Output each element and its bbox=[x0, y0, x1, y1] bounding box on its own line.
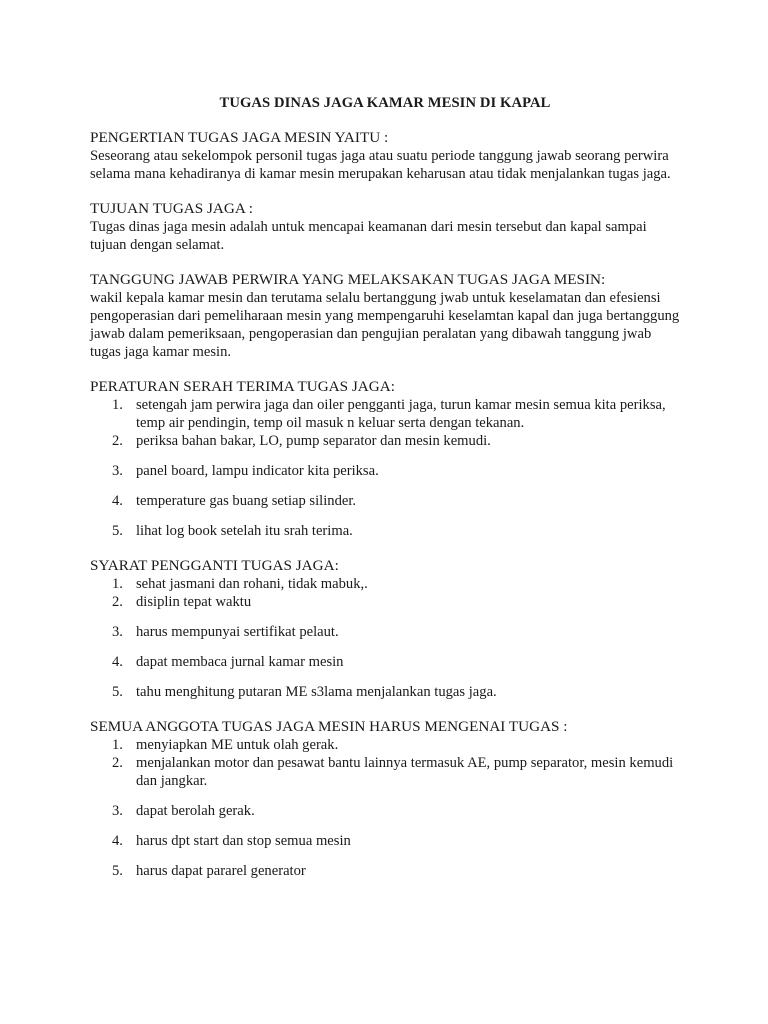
section-body: Tugas dinas jaga mesin adalah untuk mencapai keamanan dari mesin tersebut dan kapal sampai tujuan dengan selamat. bbox=[90, 219, 647, 253]
section-anggota-tugas bbox=[90, 717, 680, 880]
list-item bbox=[90, 683, 680, 701]
list-item bbox=[90, 754, 680, 790]
list-number: 4. bbox=[112, 833, 123, 849]
list-item bbox=[90, 462, 680, 480]
list-number: 5. bbox=[112, 523, 123, 539]
list-item-text: menjalankan motor dan pesawat bantu lainnya termasuk AE, pump separator, mesin kemudi dan jangkar. bbox=[136, 755, 674, 789]
list-item bbox=[90, 802, 680, 820]
section-heading: TUJUAN TUGAS JAGA : bbox=[90, 200, 253, 217]
section-tujuan bbox=[90, 199, 680, 254]
section-syarat-pengganti bbox=[90, 556, 680, 701]
list-item-text: tahu menghitung putaran ME s3lama menjalankan tugas jaga. bbox=[136, 684, 497, 700]
list-item bbox=[90, 653, 680, 671]
list-item bbox=[90, 593, 680, 611]
list-item-text: lihat log book setelah itu srah terima. bbox=[136, 523, 353, 539]
list-item-text: setengah jam perwira jaga dan oiler pengganti jaga, turun kamar mesin semua kita periksa, temp air pendingin, temp oil masuk n keluar serta dengan tekanan. bbox=[136, 397, 666, 431]
section-heading: PENGERTIAN TUGAS JAGA MESIN YAITU : bbox=[90, 129, 389, 146]
list-item-text: harus dapat pararel generator bbox=[136, 863, 306, 879]
section-heading: SYARAT PENGGANTI TUGAS JAGA: bbox=[90, 557, 339, 574]
list-number: 1. bbox=[112, 397, 123, 413]
list-number: 4. bbox=[112, 654, 123, 670]
list-number: 5. bbox=[112, 863, 123, 879]
document-page bbox=[90, 94, 680, 896]
list-item-text: temperature gas buang setiap silinder. bbox=[136, 493, 357, 509]
list-item bbox=[90, 492, 680, 510]
list-item bbox=[90, 623, 680, 641]
list-item bbox=[90, 832, 680, 850]
list-item bbox=[90, 396, 680, 432]
list-number: 1. bbox=[112, 576, 123, 592]
list-item-text: harus mempunyai sertifikat pelaut. bbox=[136, 624, 339, 640]
section-heading: PERATURAN SERAH TERIMA TUGAS JAGA: bbox=[90, 378, 395, 395]
section-tanggung-jawab bbox=[90, 270, 680, 361]
list-item-text: sehat jasmani dan rohani, tidak mabuk,. bbox=[136, 576, 368, 592]
numbered-list bbox=[90, 396, 680, 540]
list-number: 3. bbox=[112, 463, 123, 479]
list-number: 2. bbox=[112, 755, 123, 771]
list-item-text: disiplin tepat waktu bbox=[136, 594, 252, 610]
list-number: 4. bbox=[112, 493, 123, 509]
list-item-text: panel board, lampu indicator kita periksa. bbox=[136, 463, 379, 479]
list-number: 5. bbox=[112, 684, 123, 700]
document-title: TUGAS DINAS JAGA KAMAR MESIN DI KAPAL bbox=[219, 95, 551, 111]
numbered-list bbox=[90, 575, 680, 701]
list-item bbox=[90, 736, 680, 754]
list-item-text: periksa bahan bakar, LO, pump separator dan mesin kemudi. bbox=[136, 433, 491, 449]
section-body: wakil kepala kamar mesin dan terutama selalu bertanggung jwab untuk keselamatan dan efesiensi pengoperasian dari pemeliharaan mesin yang mempengaruhi keselamtan kapal dan juga bertanggung jawab dalam pemeriksaan, pengoperasian dan pengujian peralatan yang dibawah tanggung jwab tugas jaga kamar mesin. bbox=[90, 290, 680, 360]
list-number: 3. bbox=[112, 803, 123, 819]
list-number: 1. bbox=[112, 737, 123, 753]
list-number: 3. bbox=[112, 624, 123, 640]
section-heading: SEMUA ANGGOTA TUGAS JAGA MESIN HARUS MENGENAI TUGAS : bbox=[90, 718, 568, 735]
list-item-text: menyiapkan ME untuk olah gerak. bbox=[136, 737, 339, 753]
numbered-list bbox=[90, 736, 680, 880]
list-item-text: dapat berolah gerak. bbox=[136, 803, 255, 819]
section-body: Seseorang atau sekelompok personil tugas jaga atau suatu periode tanggung jawab seorang perwira selama mana kehadiranya di kamar mesin merupakan keharusan atau tidak menjalankan tugas jaga. bbox=[90, 148, 671, 182]
section-heading: TANGGUNG JAWAB PERWIRA YANG MELAKSAKAN TUGAS JAGA MESIN: bbox=[90, 271, 606, 288]
list-item bbox=[90, 862, 680, 880]
list-number: 2. bbox=[112, 594, 123, 610]
list-item-text: harus dpt start dan stop semua mesin bbox=[136, 833, 351, 849]
list-item bbox=[90, 432, 680, 450]
section-serah-terima bbox=[90, 377, 680, 540]
list-item bbox=[90, 522, 680, 540]
list-item bbox=[90, 575, 680, 593]
list-item-text: dapat membaca jurnal kamar mesin bbox=[136, 654, 344, 670]
section-pengertian bbox=[90, 128, 680, 183]
list-number: 2. bbox=[112, 433, 123, 449]
